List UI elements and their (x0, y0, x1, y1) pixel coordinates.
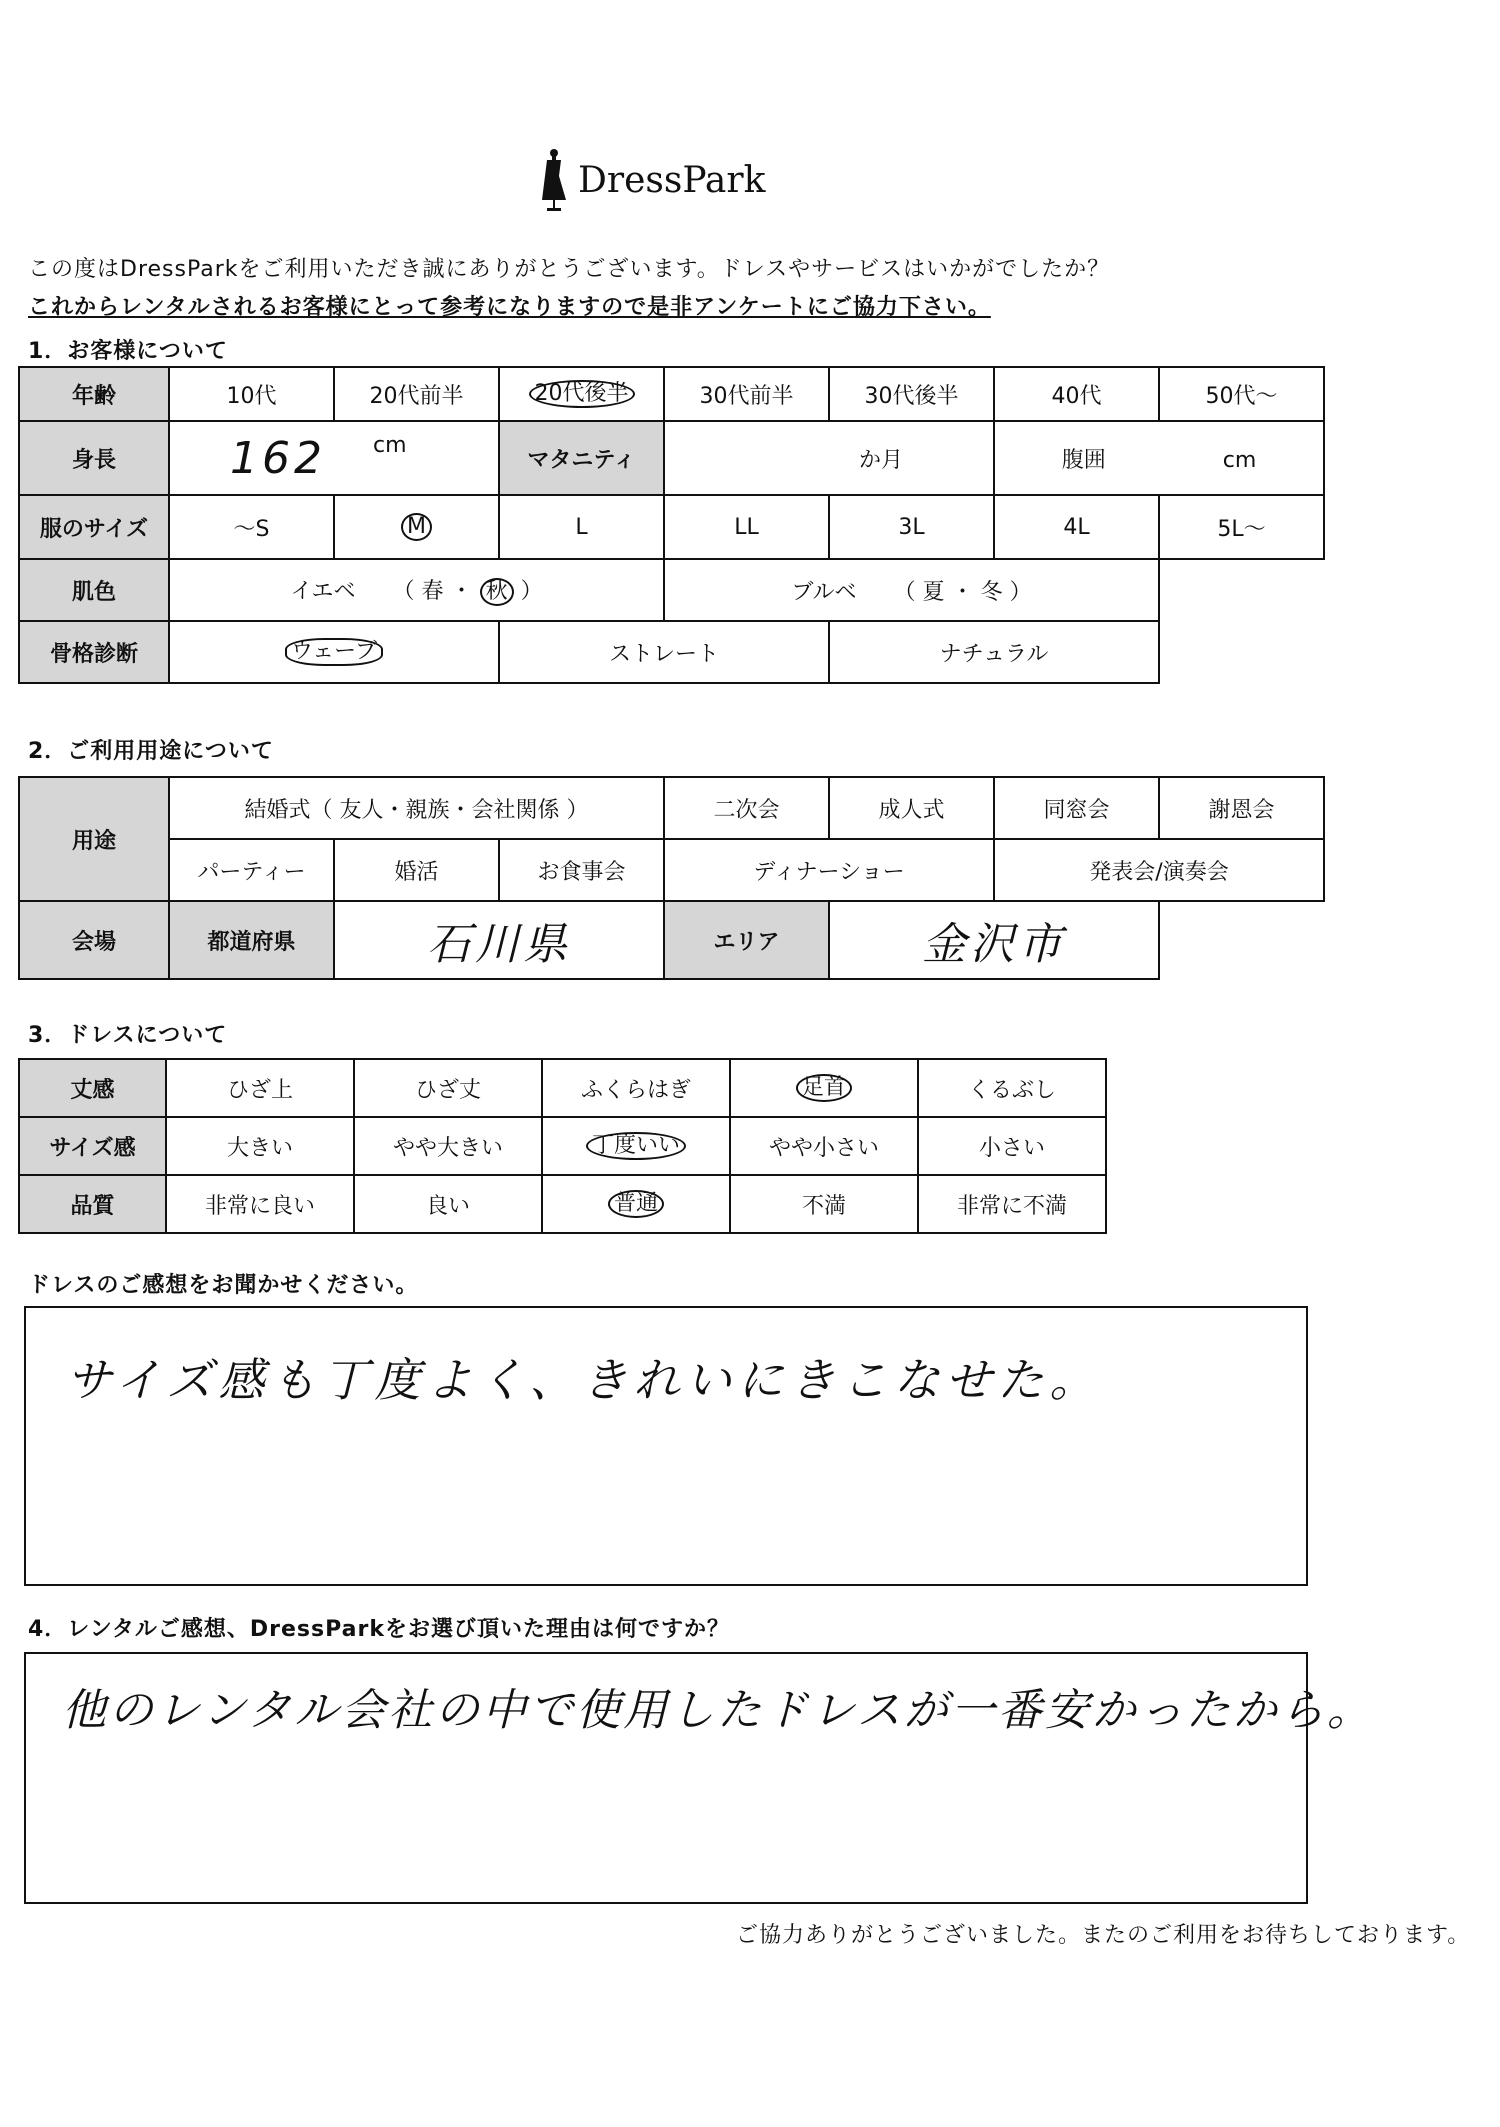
venue-label: 会場 (19, 901, 169, 979)
height-row (19, 421, 1324, 495)
selection-circle: 足首 (796, 1074, 852, 1102)
size-option[interactable]: ～S (169, 495, 334, 559)
intro-text: この度はDressParkをご利用いただき誠にありがとうございます。ドレスやサービスはいかがでしたか？ (28, 257, 1111, 282)
brand-name: DressPark (578, 159, 766, 201)
quality-option[interactable]: 不満 (730, 1175, 918, 1233)
length-label: 丈感 (19, 1059, 166, 1117)
age-option[interactable]: 30代前半 (664, 367, 829, 421)
blue-base-label: ブルベ (791, 579, 857, 605)
age-option[interactable]: 10代 (169, 367, 334, 421)
size-option[interactable]: 4L (994, 495, 1159, 559)
fit-row (19, 1117, 1106, 1175)
maternity-unit: か月 (858, 447, 903, 473)
age-label: 年齢 (19, 367, 169, 421)
autumn-option-selected[interactable]: 秋 (480, 578, 514, 606)
prefecture-label: 都道府県 (169, 901, 334, 979)
fit-option[interactable]: やや大きい (354, 1117, 542, 1175)
size-row (19, 495, 1324, 559)
empty-cell (1159, 901, 1324, 979)
body-option[interactable]: ストレート (499, 621, 829, 683)
wedding-text: 結婚式（ 友人・親族・会社関係 ） (244, 797, 589, 823)
size-option[interactable]: 3L (829, 495, 994, 559)
purpose-option[interactable]: お食事会 (499, 839, 664, 901)
height-unit: cm (372, 432, 407, 458)
length-row (19, 1059, 1106, 1117)
fit-option[interactable]: 小さい (918, 1117, 1106, 1175)
dress-mannequin-icon (540, 148, 568, 212)
intro-request: これからレンタルされるお客様にとって参考になりますので是非アンケートにご協力下さい。 (28, 295, 991, 320)
body-row (19, 621, 1324, 683)
age-row (19, 367, 1324, 421)
length-option[interactable]: くるぶし (918, 1059, 1106, 1117)
selection-circle: 普通 (608, 1190, 664, 1218)
length-option[interactable]: ひざ上 (166, 1059, 354, 1117)
quality-label: 品質 (19, 1175, 166, 1233)
winter-option[interactable]: 冬 (980, 579, 1003, 605)
height-field[interactable] (169, 421, 499, 495)
area-value: 金沢市 (922, 919, 1067, 970)
skin-label: 肌色 (19, 559, 169, 621)
customer-table (18, 366, 1325, 684)
comment-box[interactable] (24, 1306, 1308, 1586)
age-option-selected[interactable] (499, 367, 664, 421)
length-option[interactable]: ふくらはぎ (542, 1059, 730, 1117)
age-option[interactable]: 30代後半 (829, 367, 994, 421)
section1-title: 1．お客様について (28, 339, 228, 364)
body-option[interactable]: ナチュラル (829, 621, 1159, 683)
selection-circle: ウェーブ (285, 638, 383, 666)
summer-option[interactable]: 夏 (922, 579, 945, 605)
belly-field[interactable] (994, 421, 1324, 495)
yellow-base-label: イエベ (290, 578, 356, 604)
size-option-selected[interactable] (334, 495, 499, 559)
blue-base-option[interactable]: ブルベ （ 夏 ・ 冬 ） (664, 559, 1159, 621)
maternity-field[interactable] (664, 421, 994, 495)
yellow-base-option[interactable]: イエベ （ 春 ・ 秋 ） (169, 559, 664, 621)
area-field[interactable] (829, 901, 1159, 979)
body-label: 骨格診断 (19, 621, 169, 683)
length-option-selected[interactable] (730, 1059, 918, 1117)
belly-label: 腹囲 (1061, 447, 1106, 473)
quality-option-selected[interactable] (542, 1175, 730, 1233)
section3-title: 3．ドレスについて (28, 1023, 228, 1048)
wedding-option[interactable] (169, 777, 664, 839)
skin-row (19, 559, 1324, 621)
age-option[interactable]: 20代前半 (334, 367, 499, 421)
purpose-option[interactable]: 二次会 (664, 777, 829, 839)
prefecture-value: 石川県 (427, 919, 571, 970)
belly-unit: cm (1222, 447, 1257, 473)
size-option[interactable]: LL (664, 495, 829, 559)
fit-option[interactable]: 大きい (166, 1117, 354, 1175)
body-option-selected[interactable] (169, 621, 499, 683)
section4-title: 4．レンタルご感想、DressParkをお選び頂いた理由は何ですか？ (28, 1617, 730, 1642)
thank-you-text: ご協力ありがとうございました。またのご利用をお待ちしております。 (736, 1923, 1471, 1948)
purpose-row-1 (19, 777, 1324, 839)
height-value: 162 (230, 432, 326, 484)
comment-value: サイズ感も丁度よく、きれいにきこなせた。 (66, 1353, 1102, 1407)
fit-option-selected[interactable] (542, 1117, 730, 1175)
quality-option[interactable]: 良い (354, 1175, 542, 1233)
purpose-option[interactable]: 発表会/演奏会 (994, 839, 1324, 901)
purpose-option[interactable]: 謝恩会 (1159, 777, 1324, 839)
quality-option[interactable]: 非常に良い (166, 1175, 354, 1233)
size-option[interactable]: 5L～ (1159, 495, 1324, 559)
length-option[interactable]: ひざ丈 (354, 1059, 542, 1117)
quality-row (19, 1175, 1106, 1233)
dress-table (18, 1058, 1107, 1234)
purpose-label: 用途 (19, 777, 169, 901)
size-option[interactable]: L (499, 495, 664, 559)
age-option[interactable]: 40代 (994, 367, 1159, 421)
purpose-option[interactable]: 婚活 (334, 839, 499, 901)
reason-box[interactable] (24, 1652, 1374, 1904)
section2-title: 2．ご利用用途について (28, 739, 274, 764)
venue-row (19, 901, 1324, 979)
purpose-option[interactable]: 成人式 (829, 777, 994, 839)
selection-circle: 20代後半 (529, 380, 635, 408)
spring-option[interactable]: 春 (421, 578, 444, 604)
selection-circle: 丁度いい (586, 1132, 686, 1160)
fit-label: サイズ感 (19, 1117, 166, 1175)
height-label: 身長 (19, 421, 169, 495)
purpose-option[interactable]: パーティー (169, 839, 334, 901)
fit-option[interactable]: やや小さい (730, 1117, 918, 1175)
purpose-option[interactable]: ディナーショー (664, 839, 994, 901)
area-label: エリア (664, 901, 829, 979)
logo (540, 148, 765, 212)
empty-cell (1159, 621, 1324, 683)
empty-cell (1159, 559, 1324, 621)
prefecture-field[interactable] (334, 901, 664, 979)
purpose-row-2 (19, 839, 1324, 901)
age-option[interactable]: 50代～ (1159, 367, 1324, 421)
quality-option[interactable]: 非常に不満 (918, 1175, 1106, 1233)
purpose-table (18, 776, 1325, 980)
purpose-option[interactable]: 同窓会 (994, 777, 1159, 839)
size-label: 服のサイズ (19, 495, 169, 559)
reason-value: 他のレンタル会社の中で使用したドレスが一番安かったから。 (62, 1685, 1374, 1736)
selection-circle: M (401, 513, 432, 541)
maternity-label: マタニティ (499, 421, 664, 495)
comment-label: ドレスのご感想をお聞かせください。 (28, 1273, 419, 1298)
